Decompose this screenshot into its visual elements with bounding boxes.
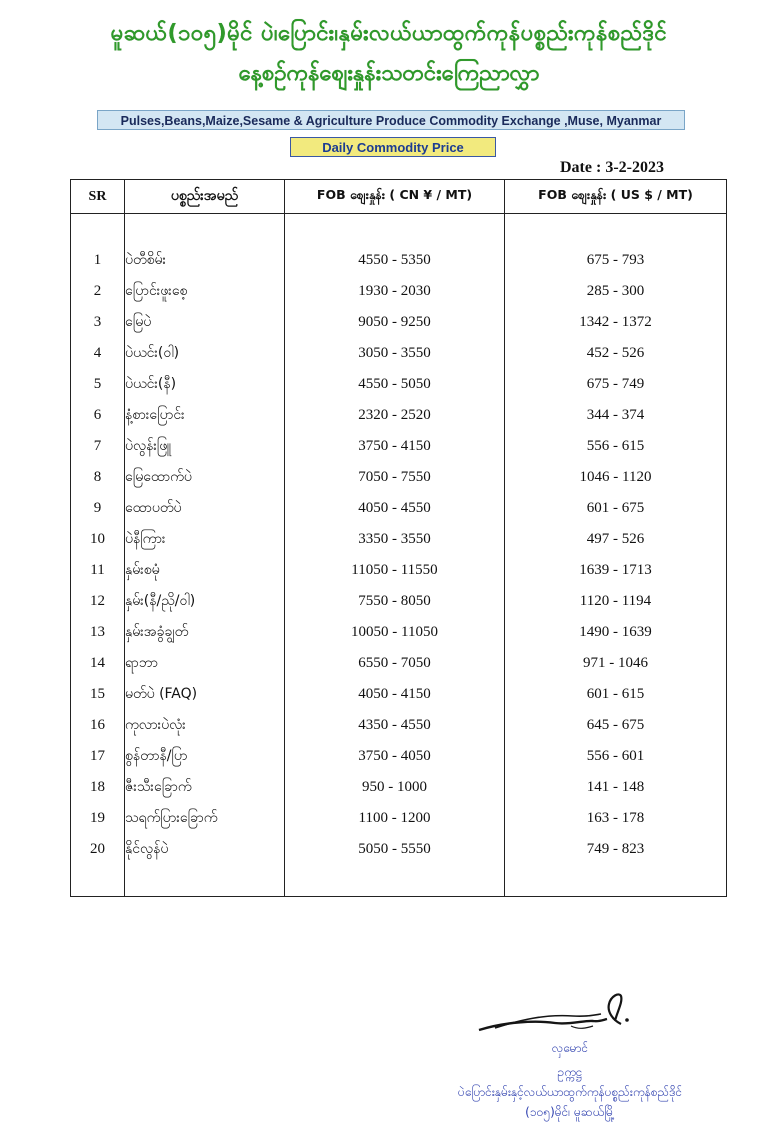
table-spacer-row xyxy=(71,865,727,897)
header-title-line1: မူဆယ်(၁၀၅)မိုင် ပဲ၊ပြောင်း၊နှမ်းလယ်ယာထွက်ကုန်ပစ္စည်းကုန်စည်ဒိုင် xyxy=(110,21,668,46)
row-sr: 20 xyxy=(71,834,125,865)
row-price-usd: 1490 - 1639 xyxy=(505,617,727,648)
row-price-cny: 11050 - 11550 xyxy=(285,555,505,586)
table-row xyxy=(71,431,727,462)
row-price-cny: 2320 - 2520 xyxy=(285,400,505,431)
daily-commodity-label: Daily Commodity Price xyxy=(290,137,496,157)
signer-organization: ပဲပြောင်းနှမ်းနှင့်လယ်ယာထွက်ကုန်ပစ္စည်းကုန်စည်ဒိုင် xyxy=(457,1085,683,1099)
header-sr: SR xyxy=(71,180,125,214)
row-sr: 8 xyxy=(71,462,125,493)
row-sr: 12 xyxy=(71,586,125,617)
row-sr: 11 xyxy=(71,555,125,586)
row-name: ရာဘာ xyxy=(125,648,285,679)
row-sr: 17 xyxy=(71,741,125,772)
row-price-cny: 10050 - 11050 xyxy=(285,617,505,648)
row-sr: 19 xyxy=(71,803,125,834)
table-header-row xyxy=(71,180,727,214)
row-name: စွန်တာနီ/ပြာ xyxy=(125,741,285,772)
row-name: ပဲလွန်းဖြူ xyxy=(125,431,285,462)
row-price-usd: 1046 - 1120 xyxy=(505,462,727,493)
row-name: နှမ်းစမုံ xyxy=(125,555,285,586)
row-sr: 2 xyxy=(71,276,125,307)
row-price-cny: 4050 - 4150 xyxy=(285,679,505,710)
row-price-usd: 452 - 526 xyxy=(505,338,727,369)
table-row xyxy=(71,369,727,400)
price-table xyxy=(70,179,727,897)
row-sr: 16 xyxy=(71,710,125,741)
row-sr: 18 xyxy=(71,772,125,803)
row-price-cny: 1100 - 1200 xyxy=(285,803,505,834)
row-price-usd: 601 - 615 xyxy=(505,679,727,710)
row-sr: 6 xyxy=(71,400,125,431)
row-sr: 15 xyxy=(71,679,125,710)
row-name: ကုလားပဲလုံး xyxy=(125,710,285,741)
signer-title: ဥက္ကဋ္ဌ xyxy=(557,1065,583,1079)
row-name: ပြောင်းဖူးစေ့ xyxy=(125,276,285,307)
row-price-cny: 3050 - 3550 xyxy=(285,338,505,369)
handwritten-signature xyxy=(475,990,635,1038)
row-price-usd: 497 - 526 xyxy=(505,524,727,555)
table-row xyxy=(71,307,727,338)
table-row xyxy=(71,741,727,772)
header-usd: FOB စျေးနှုန်း ( US $ / MT) xyxy=(505,180,727,214)
row-sr: 1 xyxy=(71,245,125,276)
header-cny: FOB စျေးနှုန်း ( CN ¥ / MT) xyxy=(285,180,505,214)
row-price-cny: 4350 - 4550 xyxy=(285,710,505,741)
row-sr: 13 xyxy=(71,617,125,648)
row-sr: 14 xyxy=(71,648,125,679)
row-sr: 9 xyxy=(71,493,125,524)
row-price-cny: 7550 - 8050 xyxy=(285,586,505,617)
row-sr: 4 xyxy=(71,338,125,369)
table-row xyxy=(71,648,727,679)
row-sr: 5 xyxy=(71,369,125,400)
table-row xyxy=(71,679,727,710)
row-price-usd: 285 - 300 xyxy=(505,276,727,307)
signer-name: လှမောင် xyxy=(551,1041,589,1055)
table-row xyxy=(71,493,727,524)
row-price-usd: 971 - 1046 xyxy=(505,648,727,679)
table-row xyxy=(71,276,727,307)
row-price-cny: 3350 - 3550 xyxy=(285,524,505,555)
row-sr: 3 xyxy=(71,307,125,338)
table-row xyxy=(71,245,727,276)
row-sr: 7 xyxy=(71,431,125,462)
row-name: ထောပတ်ပဲ xyxy=(125,493,285,524)
row-price-usd: 1120 - 1194 xyxy=(505,586,727,617)
row-name: နှမ်း(နီ/ညို/ဝါ) xyxy=(125,586,285,617)
row-price-cny: 950 - 1000 xyxy=(285,772,505,803)
table-row xyxy=(71,772,727,803)
row-price-cny: 3750 - 4050 xyxy=(285,741,505,772)
date-line xyxy=(560,159,710,177)
row-name: ပဲတီစိမ်း xyxy=(125,245,285,276)
date-value: 3-2-2023 xyxy=(605,159,664,176)
row-name: ဇီးသီးခြောက် xyxy=(125,772,285,803)
table-row xyxy=(71,834,727,865)
table-spacer-row xyxy=(71,214,727,246)
row-name: နိုင်လွန်ပဲ xyxy=(125,834,285,865)
row-name: မြေပဲ xyxy=(125,307,285,338)
row-name: သရက်ပြားခြောက် xyxy=(125,803,285,834)
row-name: မတ်ပဲ (FAQ) xyxy=(125,679,285,710)
row-sr: 10 xyxy=(71,524,125,555)
signature-block xyxy=(420,990,720,1130)
row-price-cny: 4550 - 5050 xyxy=(285,369,505,400)
row-price-usd: 556 - 601 xyxy=(505,741,727,772)
row-name: ပဲယင်း(နီ) xyxy=(125,369,285,400)
table-row xyxy=(71,338,727,369)
row-price-cny: 4050 - 4550 xyxy=(285,493,505,524)
table-row xyxy=(71,586,727,617)
row-price-usd: 675 - 793 xyxy=(505,245,727,276)
row-price-cny: 7050 - 7550 xyxy=(285,462,505,493)
row-price-cny: 5050 - 5550 xyxy=(285,834,505,865)
table-row xyxy=(71,462,727,493)
row-name: ပဲယင်း(ဝါ) xyxy=(125,338,285,369)
signer-city: (၁၀၅)မိုင်၊ မူဆယ်မြို့ xyxy=(525,1105,615,1119)
row-price-usd: 1639 - 1713 xyxy=(505,555,727,586)
header-name: ပစ္စည်းအမည် xyxy=(125,180,285,214)
header-title-line2: နေ့စဉ်ကုန်စျေးနှုန်းသတင်းကြေညာလွှာ xyxy=(238,61,540,86)
row-price-usd: 556 - 615 xyxy=(505,431,727,462)
table-row xyxy=(71,400,727,431)
row-price-cny: 3750 - 4150 xyxy=(285,431,505,462)
row-price-usd: 601 - 675 xyxy=(505,493,727,524)
row-price-usd: 675 - 749 xyxy=(505,369,727,400)
row-price-cny: 9050 - 9250 xyxy=(285,307,505,338)
row-price-usd: 344 - 374 xyxy=(505,400,727,431)
row-price-cny: 6550 - 7050 xyxy=(285,648,505,679)
table-row xyxy=(71,803,727,834)
table-row xyxy=(71,524,727,555)
date-label: Date : xyxy=(560,159,602,176)
row-price-usd: 645 - 675 xyxy=(505,710,727,741)
row-name: ပဲနီကြား xyxy=(125,524,285,555)
table-row xyxy=(71,617,727,648)
table-row xyxy=(71,555,727,586)
row-name: နံ့စားပြောင်း xyxy=(125,400,285,431)
row-price-usd: 163 - 178 xyxy=(505,803,727,834)
english-subtitle: Pulses,Beans,Maize,Sesame & Agriculture Produce Commodity Exchange ,Muse, Myanmar xyxy=(97,110,685,130)
row-price-cny: 1930 - 2030 xyxy=(285,276,505,307)
row-price-usd: 1342 - 1372 xyxy=(505,307,727,338)
row-name: မြေထောက်ပဲ xyxy=(125,462,285,493)
row-price-cny: 4550 - 5350 xyxy=(285,245,505,276)
table-row xyxy=(71,710,727,741)
row-price-usd: 141 - 148 xyxy=(505,772,727,803)
row-name: နှမ်းအခွံချွတ် xyxy=(125,617,285,648)
row-price-usd: 749 - 823 xyxy=(505,834,727,865)
